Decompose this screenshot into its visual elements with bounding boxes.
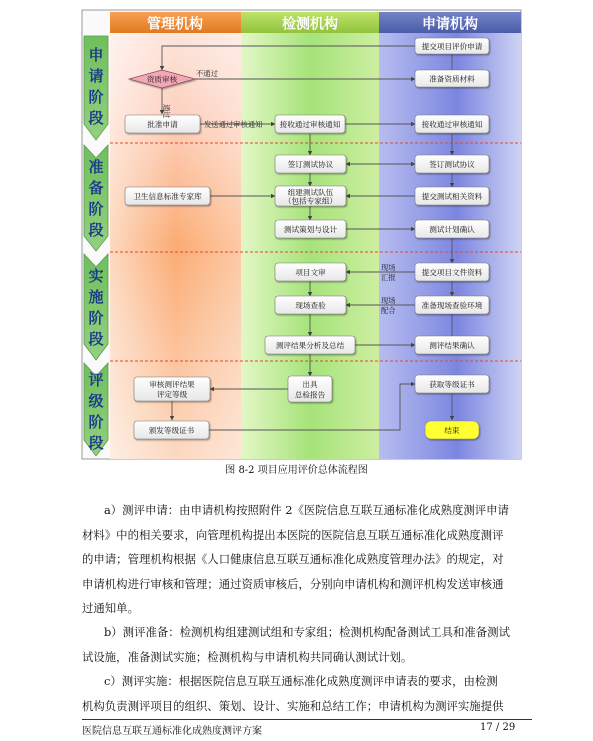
paragraph-line: 机构负责测评项目的组织、策划、设计、实施和总结工作；申请机构为测评实施提供 [82, 698, 504, 713]
paragraph-line: c）测评实施：根据医院信息互联互通标准化成熟度测评申请表的要求，由检测 [104, 674, 498, 688]
node-project-doc: 项目文审 [295, 268, 326, 277]
node-expert-pool: 卫生信息标准专家库 [133, 192, 202, 201]
node-approve: 批准申请 [147, 120, 178, 129]
edge-label-send-notice: 发送通过审核通知 [204, 120, 263, 129]
paragraph-line: 申请机构进行审核和管理；通过资质审核后，分别向申请机构和测评机构发送审核通 [82, 576, 504, 591]
edge-label-summary-2: 汇报 [381, 273, 396, 282]
paragraph-line: 材料》中的相关要求，向管理机构提出本医院的医院信息互联互通标准化成熟度测评 [82, 527, 504, 542]
node-end: 结束 [444, 426, 460, 435]
node-submit-project-doc: 提交项目文件资料 [421, 268, 483, 277]
node-team-line2: （包括专家组） [283, 196, 338, 206]
header-testing-label: 检测机构 [282, 16, 338, 33]
node-plan-confirm: 测试计划确认 [429, 225, 475, 234]
edge-label-cooperate-1: 现场 [381, 296, 396, 305]
paragraph-line: 过通知单。 [82, 601, 139, 615]
stage-4-char-1: 评 [88, 371, 104, 389]
footer-divider [82, 719, 532, 720]
node-issue-cert: 颁发等级证书 [148, 426, 195, 435]
stage-1-char-4: 段 [88, 109, 104, 127]
node-issue-line2: 总检报告 [294, 390, 326, 400]
node-review: 资质审核 [146, 75, 178, 84]
node-get-cert: 获取等级证书 [429, 380, 475, 389]
stage-3-char-2: 施 [88, 288, 104, 306]
stage-3-char-1: 实 [88, 267, 104, 285]
edge-label-not-passed: 不通过 [196, 69, 218, 78]
node-issue-line1: 出具 [302, 380, 318, 389]
node-sign-app: 签订测试协议 [429, 160, 475, 169]
figure-caption: 图 8-2 项目应用评价总体流程图 [225, 465, 368, 476]
node-result-confirm: 测评结果确认 [429, 341, 475, 350]
node-prepare-materials: 准备资质材料 [429, 74, 475, 84]
stage-2-char-2: 备 [88, 179, 104, 197]
stage-1-char-2: 请 [88, 67, 104, 85]
node-prepare-site: 准备现场查验环境 [421, 301, 483, 310]
stage-2-char-4: 段 [88, 221, 104, 239]
header-admin-label: 管理机构 [147, 16, 203, 33]
node-receive-notice-app: 接收通过审核通知 [421, 120, 483, 129]
footer-title: 医院信息互联互通标准化成熟度测评方案 [82, 726, 262, 737]
node-team-line1: 组建测试队伍 [287, 188, 334, 197]
stage-2-char-1: 准 [88, 158, 104, 176]
stage-4-char-4: 段 [88, 434, 104, 452]
paragraph-c [82, 669, 528, 718]
edge-label-summary-1: 现场 [381, 263, 396, 272]
edge-label-cooperate-2: 配合 [381, 306, 396, 315]
node-review-grade-line2: 评定等级 [156, 390, 188, 399]
paragraph-line: 试设施，准备测试实施；检测机构与申请机构共同确认测试计划。 [82, 649, 413, 664]
paragraph-b [82, 620, 528, 669]
paragraph-line: 的申请；管理机构根据《人口健康信息互联互通标准化成熟度管理办法》的规定，对 [82, 552, 504, 566]
node-receive-notice-test: 接收通过审核通知 [279, 120, 341, 129]
node-analysis: 测评结果分析及总结 [275, 341, 345, 350]
node-review-grade-line1: 审核测评结果 [149, 380, 195, 389]
stage-4-char-3: 阶 [88, 413, 104, 431]
edge-label-passed: 通过 [162, 104, 171, 119]
node-sign-test: 签订测试协议 [287, 160, 334, 169]
node-submit-docs: 提交测试相关资料 [421, 192, 483, 201]
node-submit-request: 提交项目评价申请 [421, 42, 483, 51]
stage-3-char-3: 阶 [88, 309, 104, 327]
paragraph-line: a）测评申请：由申请机构按照附件 2《医院信息互联互通标准化成熟度测评申请 [104, 503, 509, 517]
node-site-check: 现场查验 [295, 301, 326, 310]
node-plan-design: 测试策划与设计 [283, 225, 338, 234]
stage-4-char-2: 级 [88, 392, 104, 410]
paragraph-a [82, 498, 528, 621]
header-applicant-label: 申请机构 [422, 16, 478, 33]
page-number: 17 / 29 [480, 722, 516, 733]
stage-2-char-3: 阶 [88, 200, 104, 218]
paragraph-line: b）测评准备：检测机构组建测试组和专家组；检测机构配备测试工具和准备测试 [104, 625, 510, 639]
stage-1-char-3: 阶 [88, 88, 104, 106]
stage-3-char-4: 段 [88, 330, 104, 348]
stage-1-char-1: 申 [88, 46, 104, 64]
